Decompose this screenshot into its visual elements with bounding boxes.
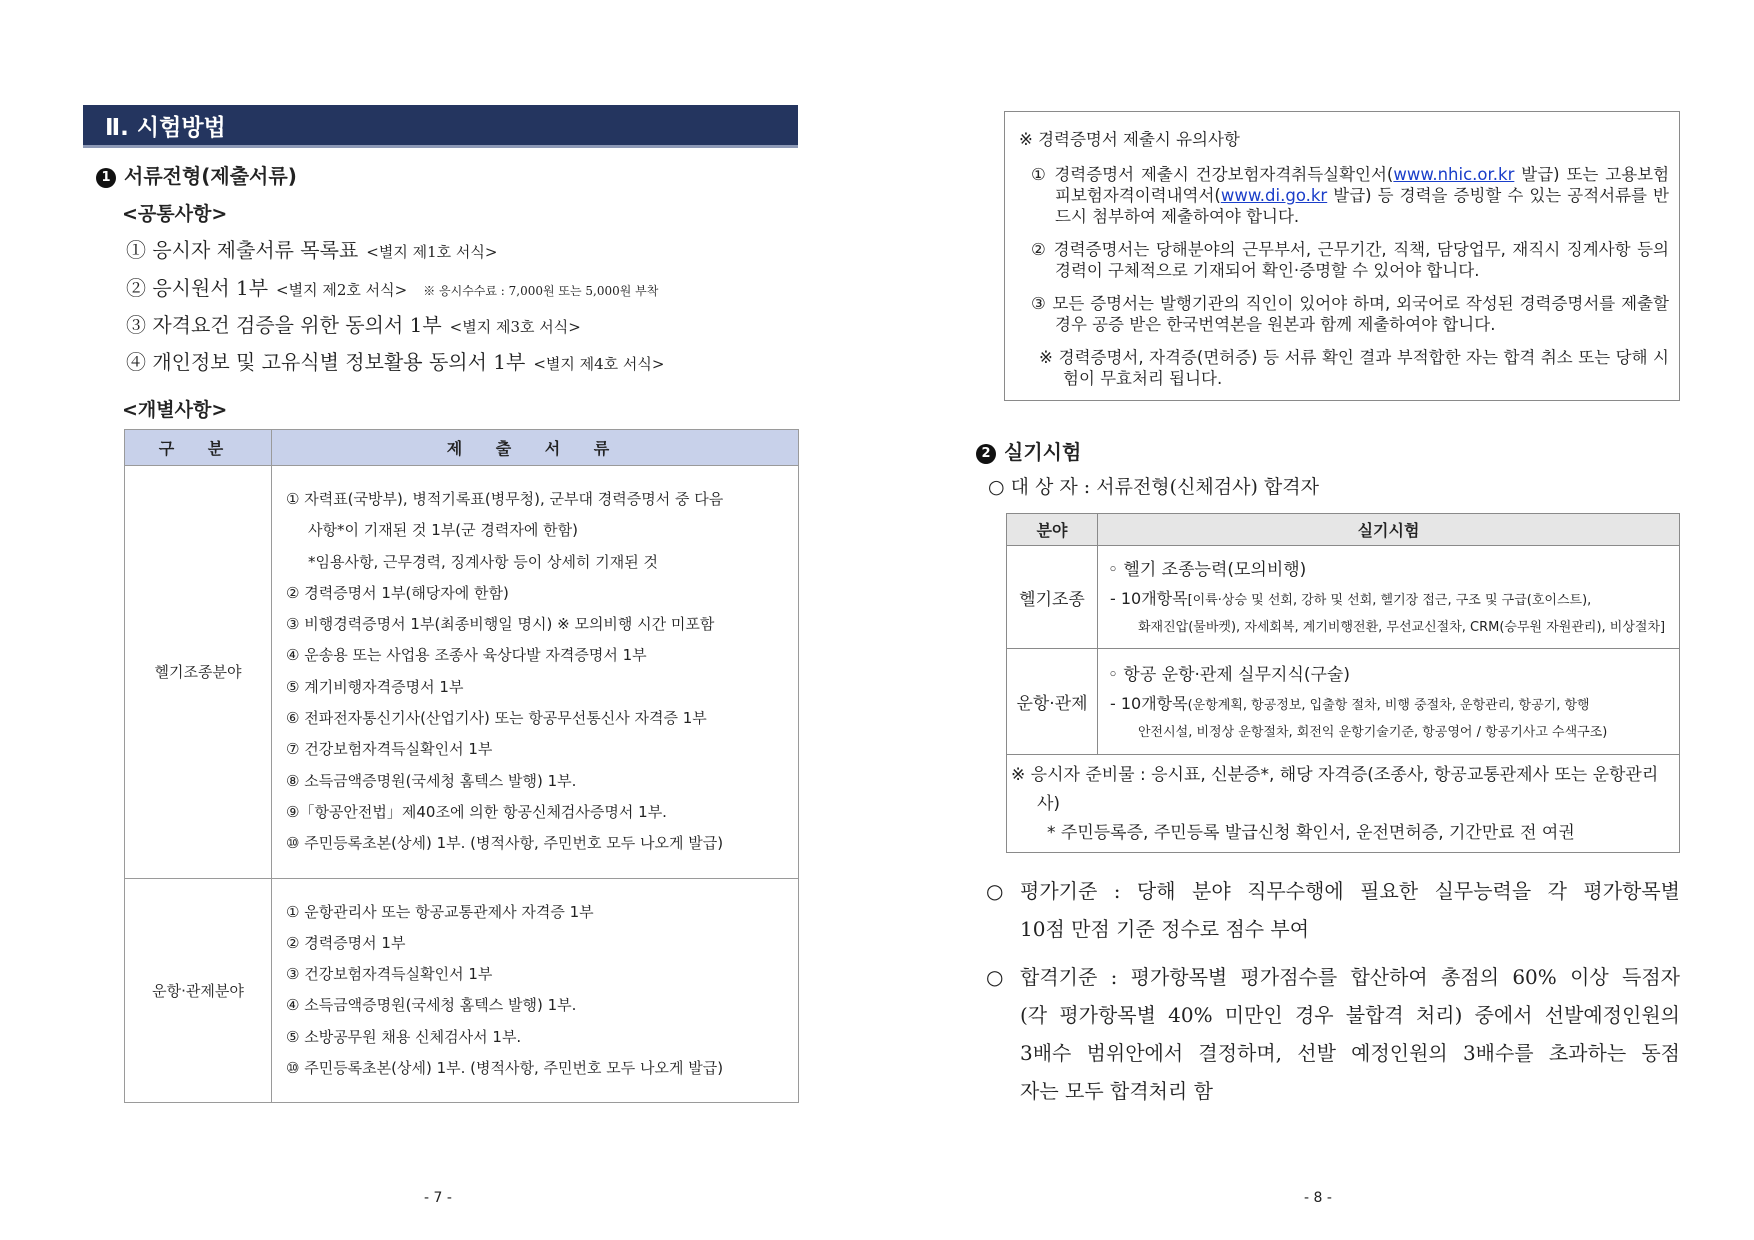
table-row xyxy=(1007,755,1680,853)
number-badge-2: 2 xyxy=(976,444,996,464)
common-item-2 xyxy=(126,272,658,301)
number-badge-1: 1 xyxy=(96,168,116,188)
notice-paragraph-2: ② 경력증명서는 당해분야의 근무부서, 근무기간, 직책, 담당업무, 재직시 징계사항 등의 경력이 구체적으로 기재되어 확인·증명할 수 있어야 합니다. xyxy=(1031,240,1669,280)
doc-screening-title: 서류전형(제출서류) xyxy=(124,164,297,188)
form-ref: <별지 제1호 서식> xyxy=(366,243,498,261)
form-ref: <별지 제2호 서식> xyxy=(276,281,408,299)
row-content xyxy=(1098,546,1680,649)
form-ref: <별지 제3호 서식> xyxy=(449,318,581,336)
practical-table xyxy=(1006,513,1680,853)
list-item: ⑨「항공안전법」제40조에 의한 항공신체검사증명서 1부. xyxy=(286,802,667,821)
table-row xyxy=(1007,649,1680,755)
notice-text: 발급) 또는 고용보험 피보험자격이력내역서( xyxy=(1055,165,1670,205)
list-item: ⑩ 주민등록초본(상세) 1부. (병적사항, 주민번호 모두 나오게 발급) xyxy=(286,834,724,853)
common-item-label: ① 응시자 제출서류 목록표 xyxy=(126,238,359,262)
row-content xyxy=(1098,649,1680,755)
row-items xyxy=(272,878,799,1103)
criteria-line: 평가기준 : 당해 분야 직무수행에 필요한 실무능력을 각 평가항목별 xyxy=(1020,879,1680,903)
table-header-category: 구 분 xyxy=(125,430,272,466)
notice-text: 발급) 등 경력을 증빙할 수 있는 공적서류를 반드시 첨부하여 제출하여야 합니다. xyxy=(1055,186,1669,226)
list-item: 사항*이 기재된 것 1부(군 경력자에 한함) xyxy=(308,521,578,540)
row-line: ◦ 헬기 조종능력(모의비행) xyxy=(1108,560,1307,580)
common-item-label: ③ 자격요건 검증을 위한 동의서 1부 xyxy=(126,313,442,337)
preparation-line: ※ 응시자 준비물 : 응시표, 신분증*, 해당 자격증(조종사, 항공교통관제사 또는 운항관리사) xyxy=(1011,765,1659,814)
page-number-left: - 7 - xyxy=(424,1190,452,1206)
ei-link[interactable]: www.di.go.kr xyxy=(1220,186,1328,205)
criteria-line: (각 평가항목별 40% 미만인 경우 불합격 처리) 중에서 선발예정인원의 xyxy=(1020,1003,1680,1027)
pass-criteria xyxy=(986,958,1680,1110)
common-item-label: ② 응시원서 1부 xyxy=(126,276,269,300)
table-row xyxy=(1007,546,1680,649)
row-category: 헬기조종분야 xyxy=(125,466,272,879)
table-header-documents: 제 출 서 류 xyxy=(272,430,799,466)
list-item: ⑧ 소득금액증명원(국세청 홈텍스 발행) 1부. xyxy=(286,771,577,790)
notice-box xyxy=(1004,111,1680,401)
row-category: 헬기조종 xyxy=(1007,546,1098,649)
notice-warning: ※ 경력증명서, 자격증(면허증) 등 서류 확인 결과 부적합한 자는 합격 취소 또는 당해 시험이 무효처리 됩니다. xyxy=(1039,348,1669,388)
notice-text: ① 경력증명서 제출시 건강보험자격취득실확인서( xyxy=(1031,165,1394,184)
list-item: ① 자력표(국방부), 병적기록표(병무청), 군부대 경력증명서 중 다음 xyxy=(286,490,724,508)
preparation-line: * 주민등록증, 주민등록 발급신청 확인서, 운전면허증, 기간만료 전 여권 xyxy=(1047,823,1575,843)
list-item: ③ 건강보험자격득실확인서 1부 xyxy=(286,965,493,984)
list-item: ⑤ 계기비행자격증명서 1부 xyxy=(286,677,464,696)
common-item-4 xyxy=(126,346,664,375)
row-category: 운항·관제 xyxy=(1007,649,1098,755)
practical-title: 실기시험 xyxy=(1004,440,1082,464)
row-line xyxy=(1108,690,1675,720)
list-item: ⑦ 건강보험자격득실확인서 1부 xyxy=(286,740,493,759)
circle-bullet: ○ xyxy=(986,965,1004,989)
row-line-count: - 10개항목 xyxy=(1110,693,1188,713)
row-line xyxy=(1108,585,1675,615)
table-header-field: 분야 xyxy=(1007,514,1098,546)
list-item: *임용사항, 근무경력, 징계사항 등이 상세히 기재된 것 xyxy=(308,552,658,571)
notice-paragraph-1 xyxy=(1019,164,1669,227)
common-item-label: ④ 개인정보 및 고유식별 정보활용 동의서 1부 xyxy=(126,350,526,374)
page-number-right: - 8 - xyxy=(1304,1190,1332,1206)
notice-paragraph-3: ③ 모든 증명서는 발행기관의 직인이 있어야 하며, 외국어로 작성된 경력증명서를 제출할 경우 공증 받은 한국번역본을 원본과 함께 제출하여야 합니다. xyxy=(1031,294,1669,334)
submission-table xyxy=(124,429,799,1103)
common-heading: <공통사항> xyxy=(122,203,228,225)
row-line-count: - 10개항목 xyxy=(1110,589,1188,608)
circle-bullet: ○ xyxy=(986,879,1004,903)
row-category: 운항·관제분야 xyxy=(125,878,272,1103)
criteria-line: 3배수 범위안에서 결정하며, 선발 예정인원의 3배수를 초과하는 동점 xyxy=(1020,1041,1680,1065)
fee-note: ※ 응시수수료 : 7,000원 또는 5,000원 부착 xyxy=(423,284,659,298)
list-item: ⑥ 전파전자통신기사(산업기사) 또는 항공무선통신사 자격증 1부 xyxy=(286,709,707,728)
criteria-line: 합격기준 : 평가항목별 평가점수를 합산하여 총점의 60% 이상 득점자 xyxy=(1020,965,1680,989)
list-item: ⑤ 소방공무원 채용 신체검사서 1부. xyxy=(286,1027,522,1046)
practical-target: ○ 대 상 자 : 서류전형(신체검사) 합격자 xyxy=(988,476,1319,498)
criteria-line: 10점 만점 기준 정수로 점수 부여 xyxy=(1020,917,1310,941)
list-item: ② 경력증명서 1부(해당자에 한함) xyxy=(286,583,509,602)
common-item-3 xyxy=(126,309,581,338)
list-item: ③ 비행경력증명서 1부(최종비행일 명시) ※ 모의비행 시간 미포함 xyxy=(286,615,715,634)
doc-screening-heading xyxy=(96,160,297,189)
row-line-items: (운항계획, 항공정보, 입출항 절차, 비행 중절차, 운항관리, 항공기, 항행 xyxy=(1187,697,1590,713)
row-line: 화재진압(물바켓), 자세회복, 계기비행전환, 무선교신절차, CRM(승무원 자원관리), 비상절차] xyxy=(1138,620,1666,635)
list-item: ① 운항관리사 또는 항공교통관제사 자격증 1부 xyxy=(286,902,594,921)
row-line-items: [이륙·상승 및 선회, 강하 및 선회, 헬기장 접근, 구조 및 구급(호이스트), xyxy=(1187,593,1592,608)
row-line: 안전시설, 비정상 운항절차, 회전익 운항기술기준, 항공영어 / 항공기사고 수색구조) xyxy=(1138,724,1608,740)
list-item: ④ 운송용 또는 사업용 조종사 육상다발 자격증명서 1부 xyxy=(286,646,647,665)
row-items xyxy=(272,466,799,879)
nhic-link[interactable]: www.nhic.or.kr xyxy=(1393,165,1515,184)
notice-title: ※ 경력증명서 제출시 유의사항 xyxy=(1019,130,1240,149)
common-item-1 xyxy=(126,234,497,263)
section-title: Ⅱ. 시험방법 xyxy=(105,114,226,141)
table-row xyxy=(125,878,799,1103)
table-row xyxy=(125,466,799,879)
table-header-practical: 실기시험 xyxy=(1098,514,1680,546)
criteria-line: 자는 모두 합격처리 함 xyxy=(1020,1079,1213,1103)
individual-heading: <개별사항> xyxy=(122,399,228,421)
section-header xyxy=(83,105,798,148)
row-line: ◦ 항공 운항·관제 실무지식(구술) xyxy=(1108,664,1350,685)
form-ref: <별지 제4호 서식> xyxy=(533,355,665,373)
list-item: ② 경력증명서 1부 xyxy=(286,933,406,952)
preparation-note xyxy=(1007,755,1680,853)
practical-heading xyxy=(976,436,1081,465)
evaluation-criteria xyxy=(986,872,1680,948)
list-item: ⑩ 주민등록초본(상세) 1부. (병적사항, 주민번호 모두 나오게 발급) xyxy=(286,1059,724,1078)
list-item: ④ 소득금액증명원(국세청 홈텍스 발행) 1부. xyxy=(286,996,577,1015)
